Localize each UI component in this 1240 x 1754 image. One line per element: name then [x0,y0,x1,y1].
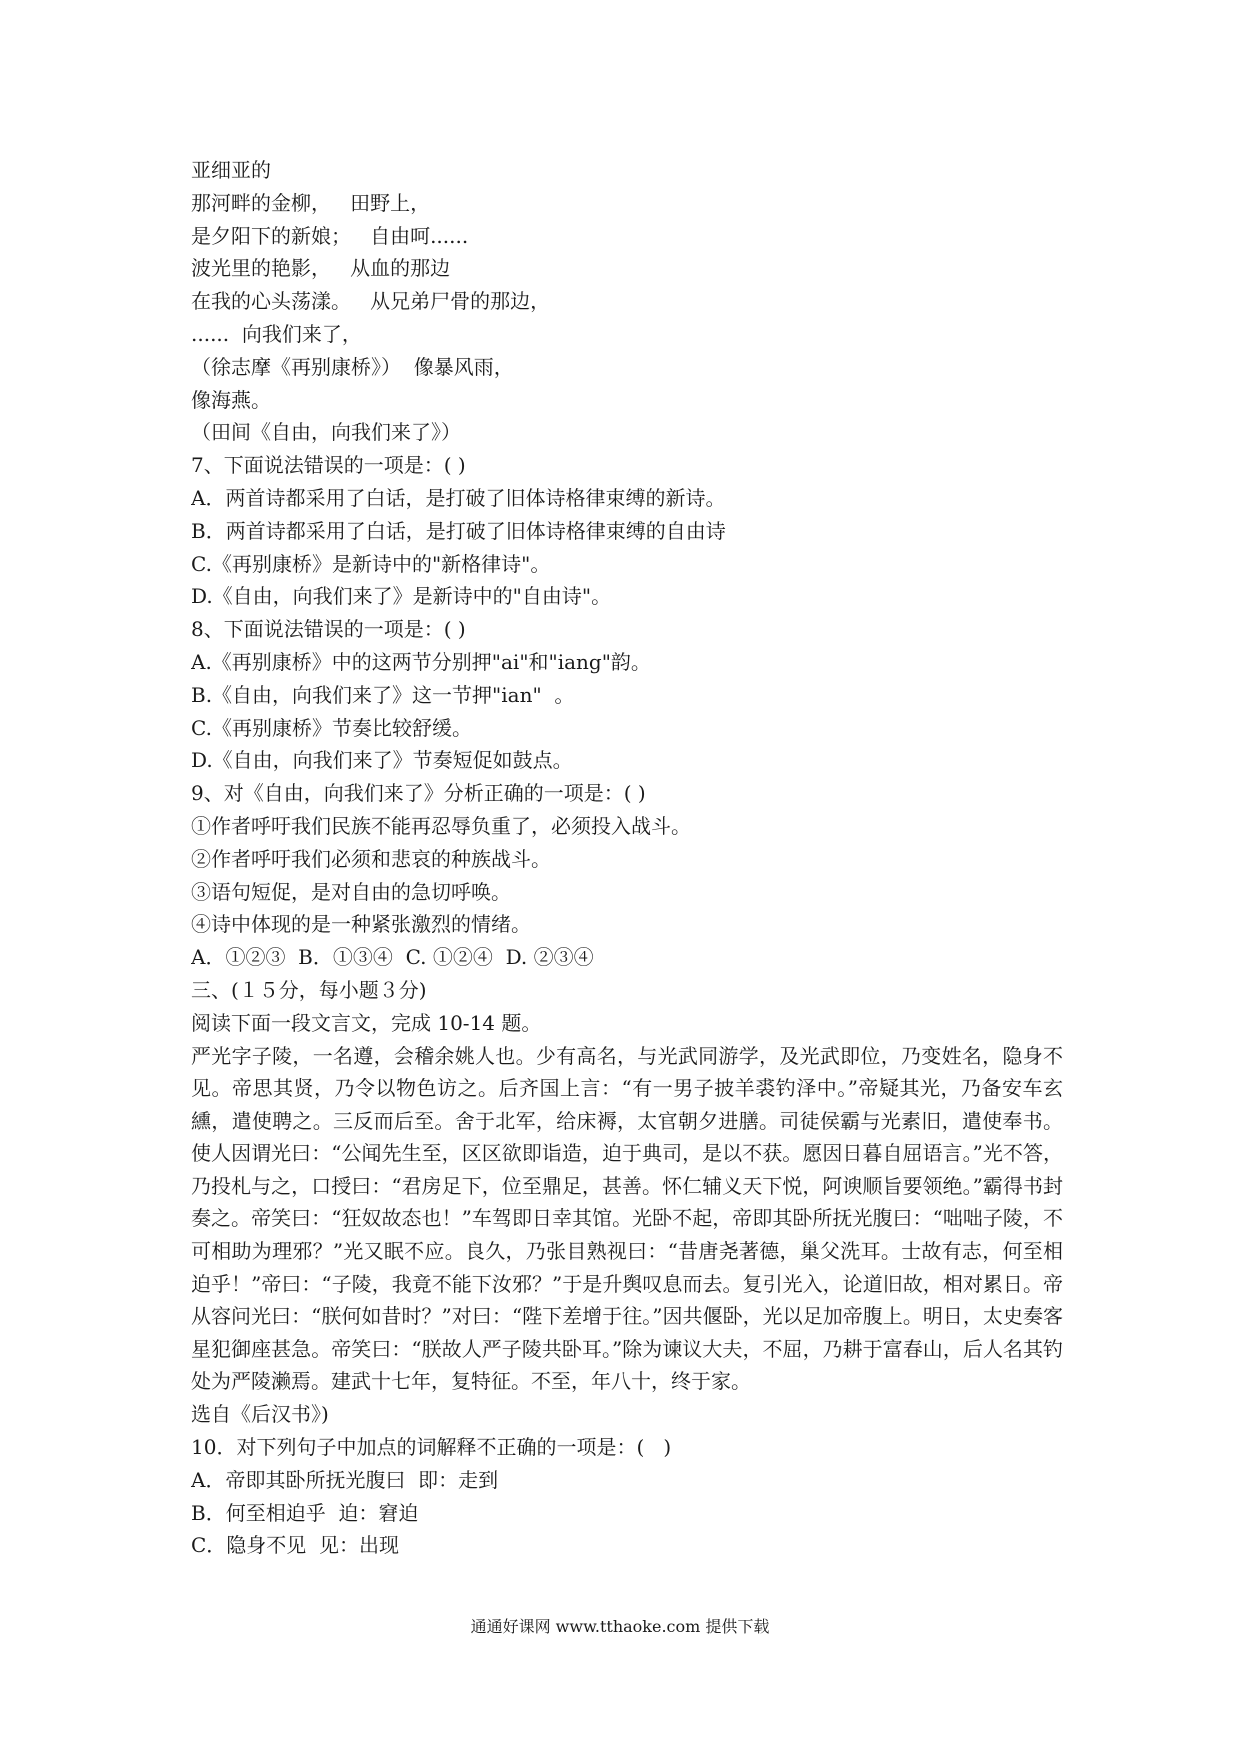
poem-line: （徐志摩《再别康桥》） 像暴风雨， [191,354,514,379]
option-line: A．帝即其卧所抚光腹曰 即：走到 [191,1467,499,1492]
option-line: A．两首诗都采用了白话，是打破了旧体诗格律束缚的新诗。 [191,485,726,510]
poem-line: 那河畔的金柳， 田野上， [191,190,431,215]
option-line: C.《再别康桥》节奏比较舒缓。 [191,715,472,740]
passage-source: 选自《后汉书》) [191,1402,329,1427]
option-line: D.《自由，向我们来了》节奏短促如鼓点。 [191,748,573,773]
question-7: 7、下面说法错误的一项是：( ) [191,453,466,478]
poem-line: 波光里的艳影， 从血的那边 [191,256,451,281]
answer-options: A．①②③ B．①③④ C. ①②④ D. ②③④ [191,945,594,970]
poem-line: 亚细亚的 [191,158,271,182]
poem-source: （田间《自由，向我们来了》） [191,420,461,445]
statement-line: ①作者呼吁我们民族不能再忍辱负重了，必须投入战斗。 [191,813,691,838]
option-line: A.《再别康桥》中的这两节分别押"ai"和"iang"韵。 [191,649,651,674]
statement-line: ③语句短促，是对自由的急切呼唤。 [191,879,511,904]
option-line: B．何至相迫乎 迫：窘迫 [191,1500,419,1525]
option-line: C．隐身不见 见：出现 [191,1533,400,1558]
page-content [191,154,1063,1562]
question-10: 10．对下列句子中加点的词解释不正确的一项是：( ) [191,1435,672,1460]
statement-line: ②作者呼吁我们必须和悲哀的种族战斗。 [191,846,551,871]
page-footer: 通通好课网 www.tthaoke.com 提供下载 [470,1617,770,1636]
poem-line: ...... 向我们来了， [191,321,362,346]
statement-line: ④诗中体现的是一种紧张激烈的情绪。 [191,912,531,937]
poem-line: 像海燕。 [191,387,271,412]
section-heading: 三、(１５分，每小题３分) [191,977,427,1002]
option-line: B．两首诗都采用了白话，是打破了旧体诗格律束缚的自由诗 [191,518,726,543]
option-line: C.《再别康桥》是新诗中的"新格律诗"。 [191,551,551,576]
question-9: 9、对《自由，向我们来了》分析正确的一项是：( ) [191,781,646,806]
option-line: D.《自由，向我们来了》是新诗中的"自由诗"。 [191,584,612,609]
poem-line: 在我的心头荡漾。 从兄弟尸骨的那边， [191,289,551,314]
poem-line: 是夕阳下的新娘； 自由呵...... [191,223,469,248]
section-instruction: 阅读下面一段文言文，完成 10-14 题。 [191,1010,542,1035]
classical-passage: 严光字子陵，一名遵，会稽余姚人也。少有高名，与光武同游学，及光武即位，乃变姓名，隐身不见。帝思其贤，乃令以物色访之。后齐国上言：“有一男子披羊裘钓泽中。”帝疑其光，乃备安车玄纁，遣使聘之。三反而后至。舍于北军，给床褥，太官朝夕进膳。司徒侯霸与光素旧，遣使奉书。使人因谓光曰：“公闻先生至，区区欲即诣造，迫于典司，是以不获。愿因日暮自屈语言。”光不答，乃投札与之，口授曰：“君房足下，位至鼎足，甚善。怀仁辅义天下悦，阿谀顺旨要领绝。”霸得书封奏之。帝笑曰：“狂奴故态也！”车驾即日幸其馆。光卧不起，帝即其卧所抚光腹曰：“咄咄子陵，不可相助为理邪？”光又眠不应。良久，乃张目熟视曰：“昔唐尧著德，巢父洗耳。士故有志，何至相迫乎！”帝曰：“子陵，我竟不能下汝邪？”于是升舆叹息而去。复引光入，论道旧故，相对累日。帝从容问光曰：“朕何如昔时？”对曰：“陛下差增于往。”因共偃卧，光以足加帝腹上。明日，太史奏客星犯御座甚急。帝笑曰：“朕故人严子陵共卧耳。”除为谏议大夫，不屈，乃耕于富春山，后人名其钓处为严陵濑焉。建武十七年，复特征。不至，年八十，终于家。 [191,1043,1063,1394]
option-line: B.《自由，向我们来了》这一节押"ian" 。 [191,682,575,707]
question-8: 8、下面说法错误的一项是：( ) [191,617,466,642]
